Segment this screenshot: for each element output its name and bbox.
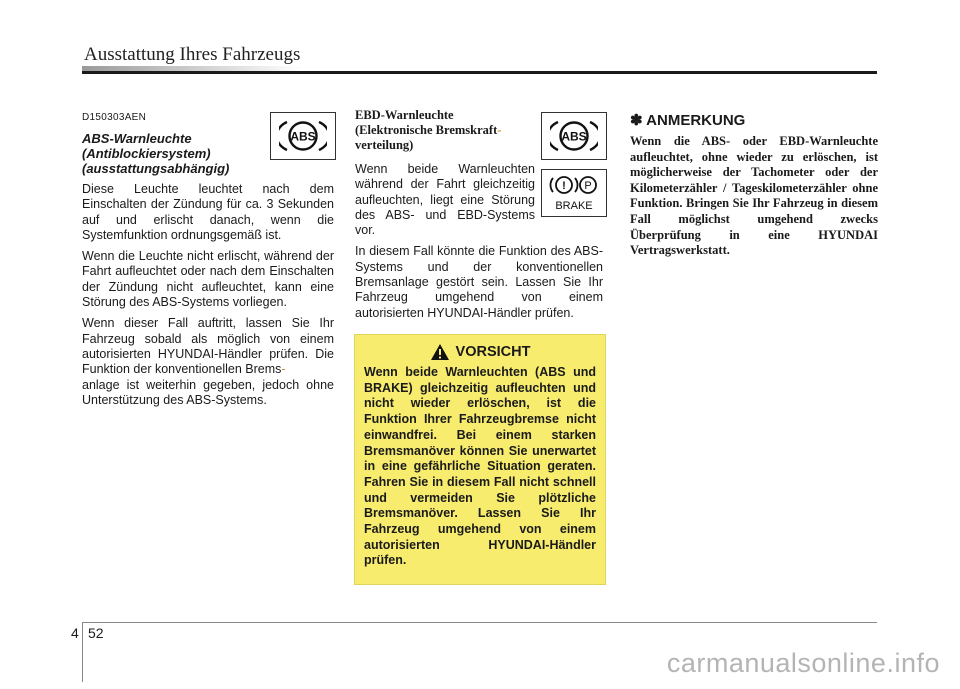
brake-excl-label: ! [562, 180, 566, 192]
abs-paragraph-1: Diese Leuchte leuchtet nach dem Einschalten der Zündung für ca. 3 Sekunden auf und erlischt danach, wenn die Systemfunktion ordnungsgemäß ist. [82, 182, 334, 242]
abs-icon-label: ABS [290, 129, 316, 144]
ebd-paragraph-1: Wenn beide Warnleuchten während der Fahrt gleichzeitig aufleuchten, liegt eine Störung des ABS- und EBD-Systems vor. [355, 162, 535, 238]
brake-p-label: P [584, 180, 592, 192]
header-rule [82, 71, 877, 74]
watermark-text: carmanualsonline.info [666, 648, 940, 678]
abs-warning-icon-ebd [541, 112, 607, 160]
footer-vertical-rule [82, 622, 83, 682]
section-number: 4 [71, 625, 79, 641]
brake-icon-graphic [546, 173, 602, 213]
abs-paragraph-3a: Wenn dieser Fall auftritt, lassen Sie Ihr Fahrzeug sobald als möglich von einem autorisierten HYUNDAI-Händler prüfen. Die Funktion der konventionellen Brems [82, 316, 334, 377]
ebd-heading-b: verteilung) [355, 138, 414, 152]
abs-icon-graphic [550, 118, 598, 154]
caution-text: Wenn beide Warnleuchten (ABS und BRAKE) gleichzeitig aufleuchten und nicht wieder erlöschen, ist die Funktion Ihrer Fahrzeugbremse nicht einwandfrei. Bei einem starken Bremsmanöver können Sie unerwartet in eine gefährliche Situation geraten. Fahren Sie in diesem Fall nicht schnell und vermeiden Sie plötzliche Bremsmanöver. Lassen Sie Ihr Fahrzeug umgehend von einem autorisierten HYUNDAI-Händler prüfen. [364, 365, 596, 568]
warning-triangle-icon [430, 343, 450, 361]
caution-header [364, 343, 596, 361]
abs-icon-label: ABS [561, 129, 587, 144]
caution-title: VORSICHT [455, 344, 531, 360]
page-header-title: Ausstattung Ihres Fahrzeugs [84, 44, 301, 65]
abs-paragraph-2: Wenn die Leuchte nicht erlischt, während der Fahrt aufleuchtet oder nach dem Einschalten der Zündung nicht aufleuchtet, kann eine Störung des ABS-Systems vorliegen. [82, 249, 334, 310]
footer-rule [82, 622, 877, 623]
abs-icon-graphic [279, 118, 327, 154]
ebd-heading [355, 108, 530, 153]
abs-warning-icon [270, 112, 336, 160]
column-note [630, 108, 878, 259]
caution-box [354, 334, 606, 585]
hyphen-mark: - [497, 123, 502, 137]
abs-subheading: ABS-Warnleuchte (Antiblockiersystem) (ausstattungsabhängig) [82, 131, 230, 176]
ebd-paragraph-2: In diesem Fall könnte die Funktion des ABS-Systems und der konventionellen Bremsanlage gestört sein. Lassen Sie Ihr Fahrzeug umgehend von einem autorisierten HYUNDAI-Händler prüfen. [355, 244, 603, 320]
ebd-heading-a: EBD-Warnleuchte (Elektronische Bremskraft [355, 108, 498, 137]
abs-paragraph-3 [82, 316, 334, 408]
section-code: D150303AEN [82, 112, 147, 123]
abs-paragraph-3b: anlage ist weiterhin gegeben, jedoch ohne Unterstützung des ABS-Systems. [82, 377, 334, 407]
brake-icon-label: BRAKE [555, 200, 593, 212]
note-text: Wenn die ABS- oder EBD-Warnleuchte aufleuchtet, ohne wieder zu erlöschen, ist möglicherweise der Tachometer oder der Kilometerzähler / Tageskilometerzähler ohne Funktion. Bringen Sie Ihr Fahrzeug in diesem Fall möglichst umgehend zwecks Überprüfung in eine HYUNDAI Vertragswerkstatt. [630, 134, 878, 258]
page-number: 52 [88, 625, 104, 641]
brake-warning-icon [541, 169, 607, 217]
note-title: ✽ ANMERKUNG [630, 112, 746, 129]
hyphen-mark: - [281, 362, 286, 377]
